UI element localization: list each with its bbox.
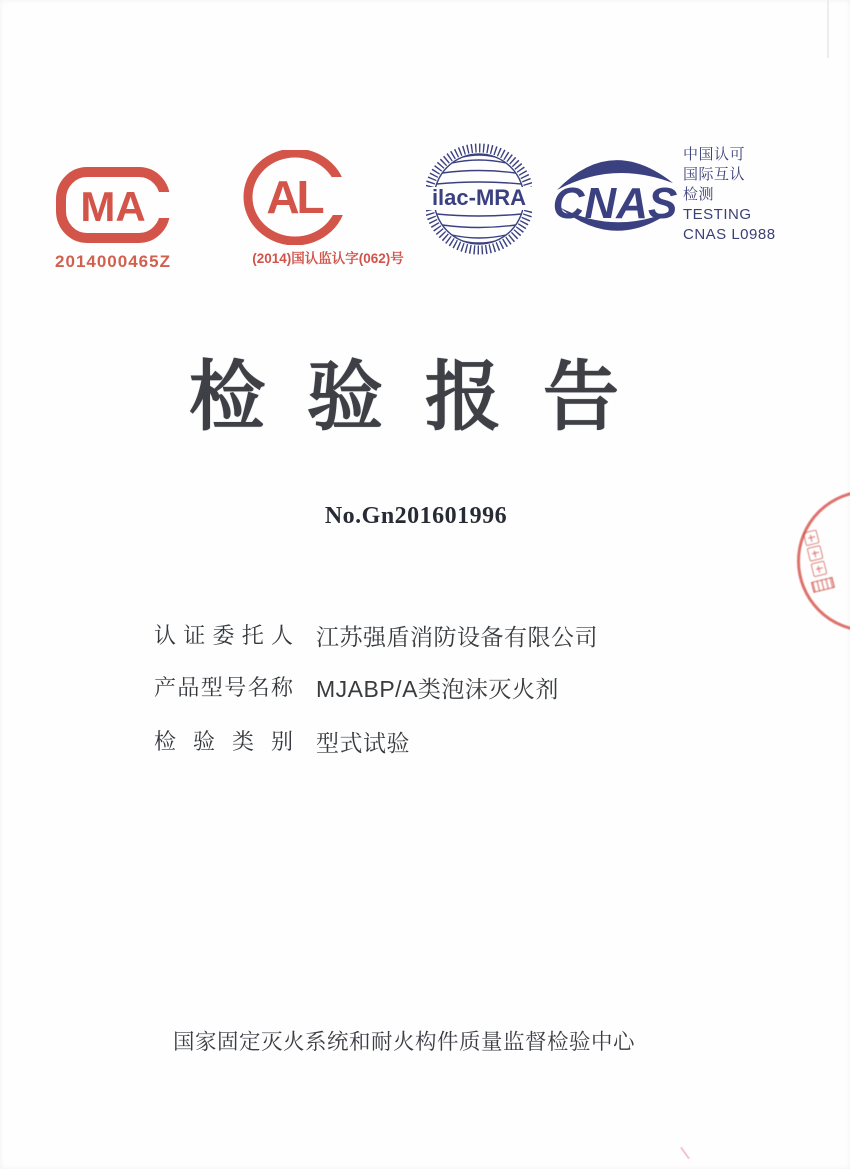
field-value: 型式试验 <box>316 730 410 756</box>
cma-certificate-code: 2014000465Z <box>55 252 171 271</box>
field-label: 产品型号名称 <box>154 675 293 700</box>
cma-letters: MA <box>80 183 146 230</box>
cnas-text-line: TESTING <box>683 206 752 223</box>
field-value: 江苏强盾消防设备有限公司 <box>316 624 598 650</box>
ilac-mra-logo-icon <box>426 140 532 258</box>
cal-logo-icon <box>242 150 352 245</box>
cal-mark-block <box>242 150 414 266</box>
page-title: 检验报告 <box>189 355 661 440</box>
cma-mark-block <box>55 166 171 272</box>
red-seal-stamp-icon <box>789 484 850 634</box>
field-row-inspection-type <box>154 725 410 755</box>
field-label: 认证委托人 <box>154 623 293 648</box>
report-number: No.Gn201601996 <box>324 503 508 529</box>
cal-letters: AL <box>266 171 322 223</box>
field-value: MJABP/A类泡沫灭火剂 <box>316 676 559 702</box>
ilac-mra-label: ilac-MRA <box>431 185 527 210</box>
scan-artifact <box>827 0 829 58</box>
cnas-accreditation-text <box>683 145 793 245</box>
cnas-text-line: 中国认可 <box>683 146 746 163</box>
cnas-text-line: 检测 <box>683 186 715 203</box>
cma-logo-icon <box>55 166 171 244</box>
cnas-logo-icon <box>553 150 677 243</box>
cnas-wordmark: CNAS <box>553 179 677 228</box>
inspection-centre-name: 国家固定灭火系统和耐火构件质量监督检验中心 <box>172 1030 635 1054</box>
field-row-applicant <box>154 619 598 649</box>
cnas-text-line: CNAS L0988 <box>683 226 776 243</box>
scan-artifact <box>680 1147 690 1160</box>
cal-caption: (2014)国认监认字(062)号 <box>252 251 404 266</box>
field-row-product-model <box>154 671 559 701</box>
cnas-text-line: 国际互认 <box>683 166 746 183</box>
field-label: 检验类别 <box>154 729 293 754</box>
